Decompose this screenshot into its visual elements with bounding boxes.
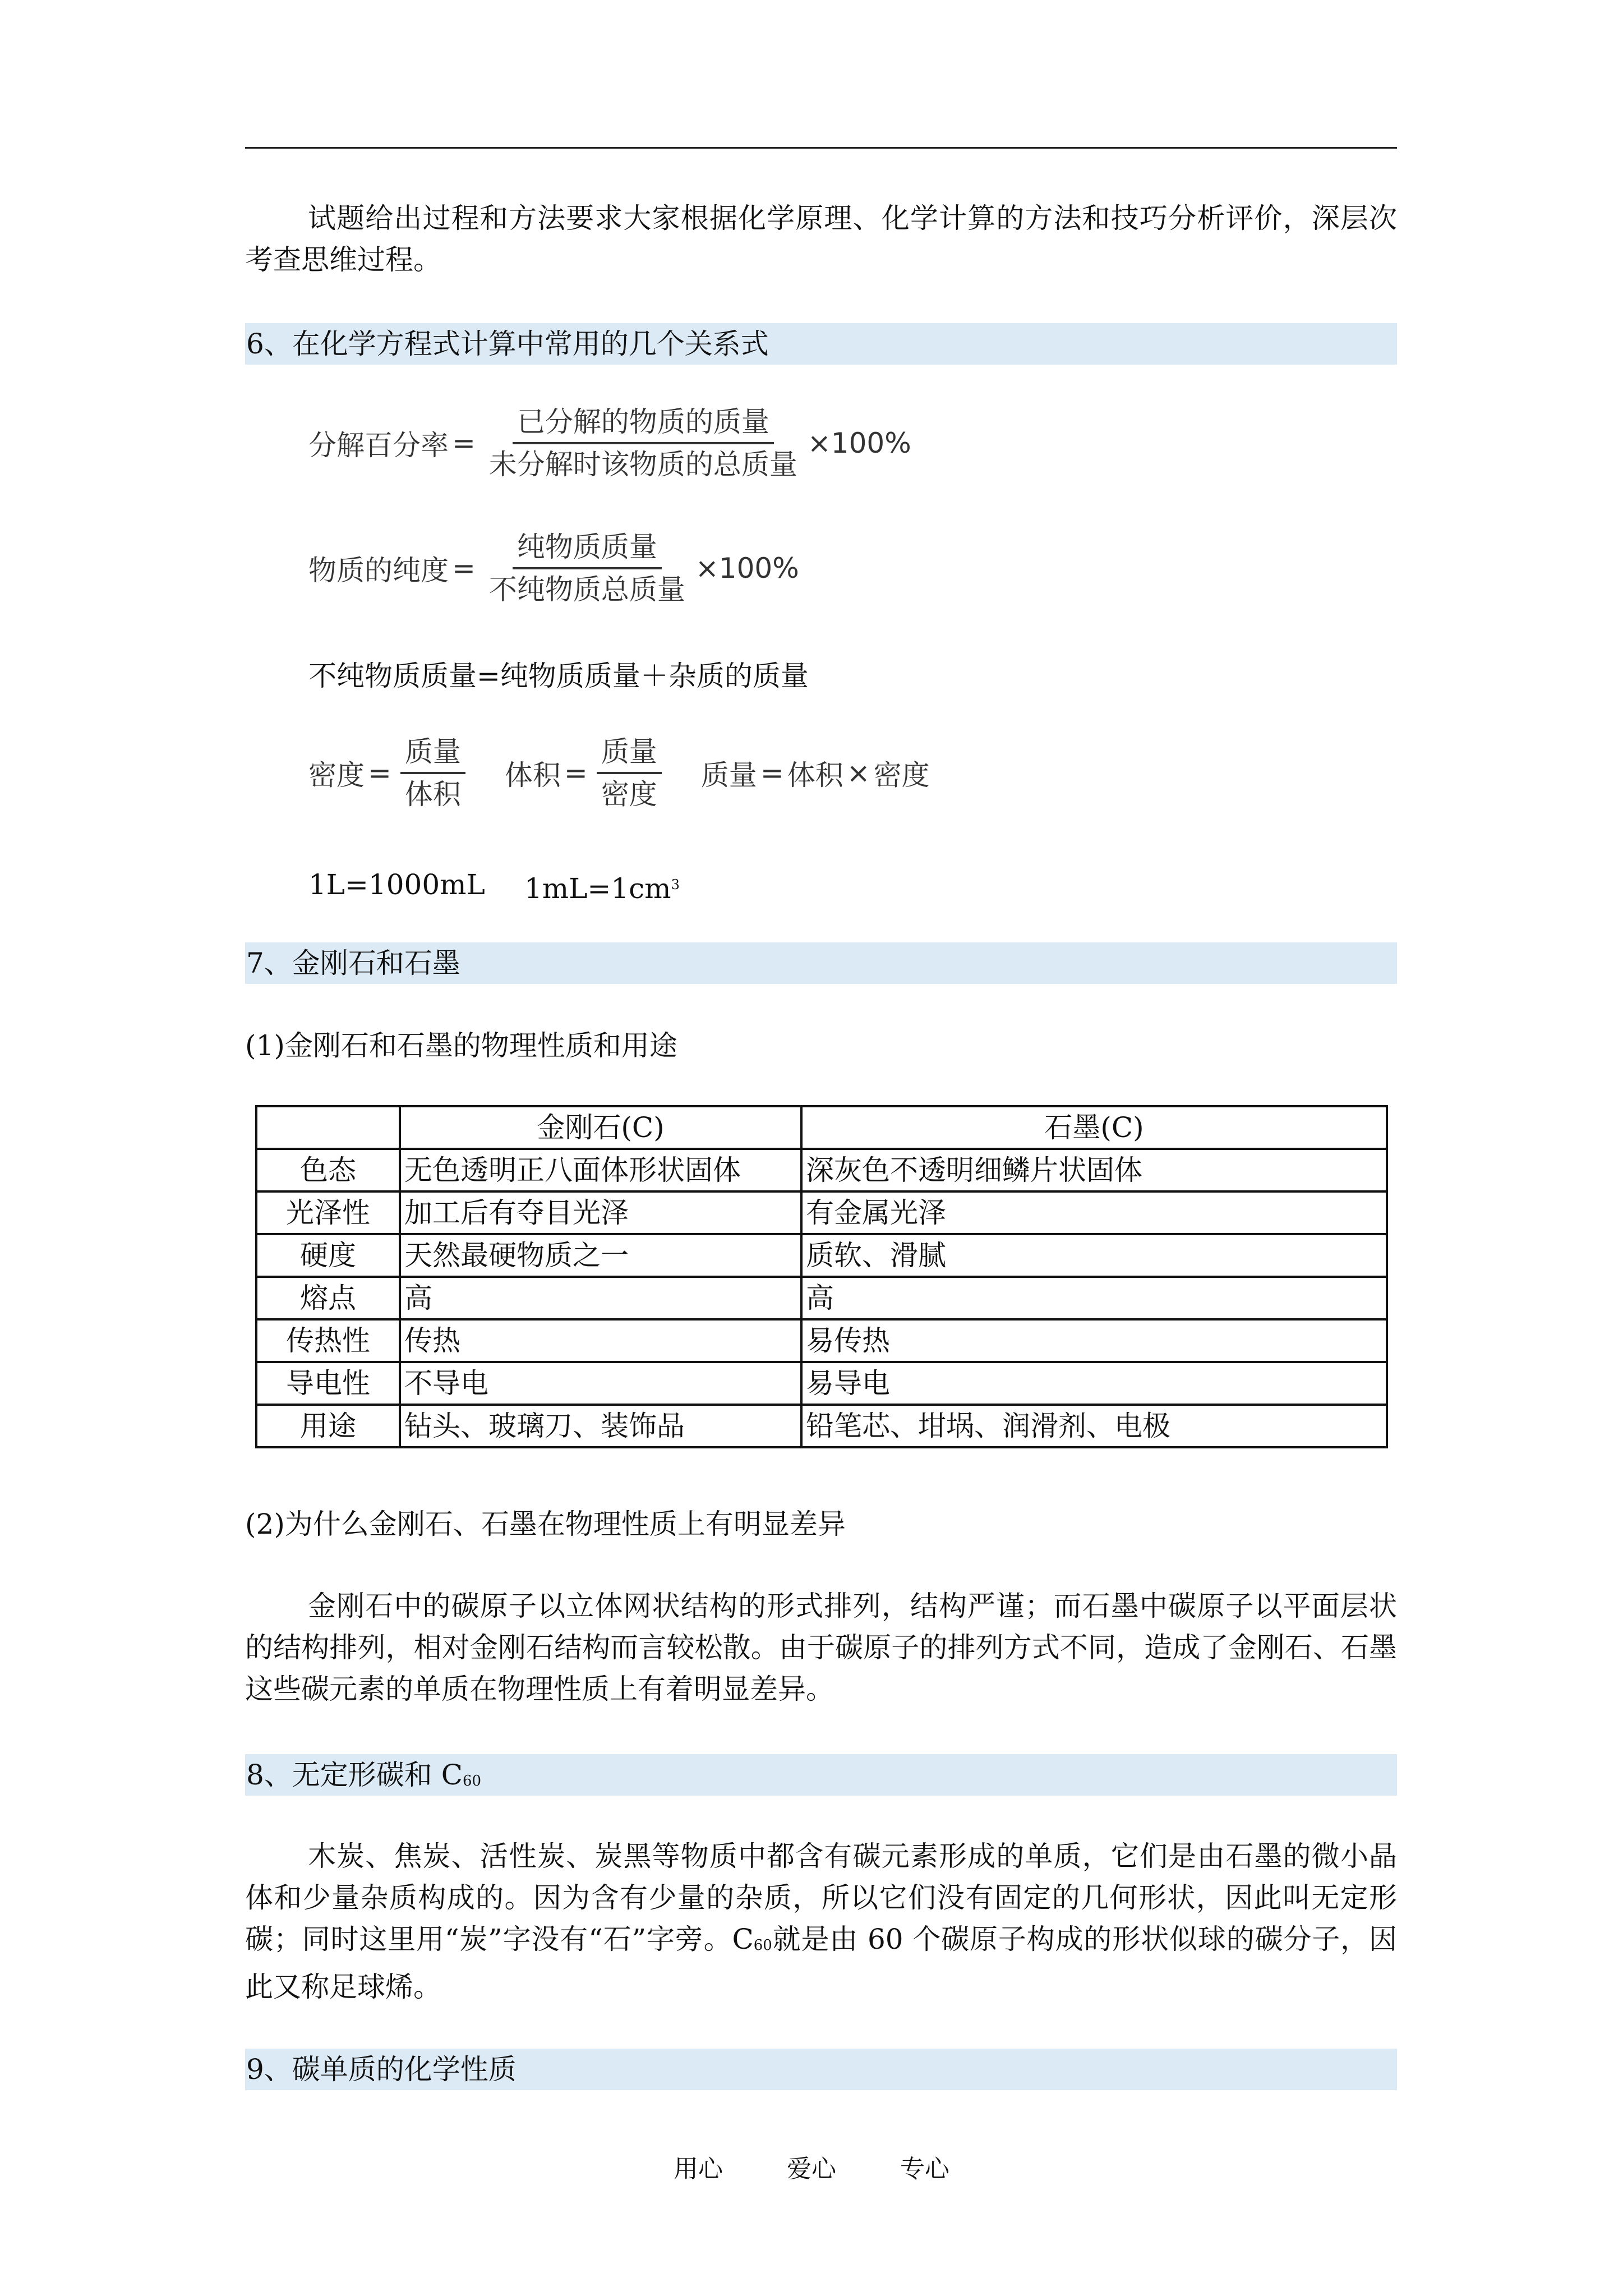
table-cell: 高 <box>801 1277 1387 1319</box>
table-cell: 深灰色不透明细鳞片状固体 <box>801 1149 1387 1191</box>
formula1-numerator: 已分解的物质的质量 <box>513 405 774 444</box>
formula-decomposition-rate <box>308 405 911 481</box>
intro-paragraph: 试题给出过程和方法要求大家根据化学原理、化学计算的方法和技巧分析评价，深层次考查思维过程。 <box>245 202 1397 276</box>
table-cell: 天然最硬物质之一 <box>400 1234 801 1277</box>
density-eq: = <box>368 757 391 789</box>
diamond-graphite-table <box>255 1105 1388 1448</box>
table-cell: 加工后有夺目光泽 <box>400 1191 801 1234</box>
section-8-heading-text: 8、无定形碳和 C <box>246 1759 463 1791</box>
density-denominator: 体积 <box>404 778 461 811</box>
unit-millilitre <box>524 864 680 909</box>
section-7-subheading-2: (2)为什么金刚石、石墨在物理性质上有明显差异 <box>245 1508 846 1540</box>
mass-rhs-volume: 体积 <box>787 759 843 792</box>
section-7-heading: 7、金刚石和石墨 <box>245 942 1397 984</box>
formula2-times: ×100% <box>695 552 799 585</box>
volume-label: 体积 <box>504 759 561 792</box>
table-cell: 硬度 <box>256 1234 400 1277</box>
table-header-cell: 石墨(C) <box>801 1106 1387 1149</box>
table-header-cell <box>256 1106 400 1149</box>
section-6-heading: 6、在化学方程式计算中常用的几个关系式 <box>245 323 1397 365</box>
table-cell: 传热 <box>400 1319 801 1362</box>
mass-rhs-density: 密度 <box>873 759 930 792</box>
table-cell: 易导电 <box>801 1362 1387 1405</box>
table-header-row <box>256 1106 1387 1149</box>
table-cell: 质软、滑腻 <box>801 1234 1387 1277</box>
volume-fraction <box>597 735 662 811</box>
formula1-lhs: 分解百分率 <box>308 429 449 462</box>
table-header-cell: 金刚石(C) <box>400 1106 801 1149</box>
table-row <box>256 1405 1387 1447</box>
section-8-paragraph-subscript: 60 <box>753 1937 772 1954</box>
formula-density-volume-mass <box>308 735 930 811</box>
impure-mass-relation: 不纯物质质量=纯物质质量＋杂质的质量 <box>308 660 809 692</box>
formula2-numerator: 纯物质质量 <box>513 530 662 569</box>
table-cell: 铅笔芯、坩埚、润滑剂、电极 <box>801 1405 1387 1447</box>
table-cell: 光泽性 <box>256 1191 400 1234</box>
density-numerator: 质量 <box>400 735 465 774</box>
table-cell: 钻头、玻璃刀、装饰品 <box>400 1405 801 1447</box>
table-cell: 不导电 <box>400 1362 801 1405</box>
section-9-heading: 9、碳单质的化学性质 <box>245 2049 1397 2090</box>
formula2-lhs: 物质的纯度 <box>308 554 449 587</box>
table-cell: 易传热 <box>801 1319 1387 1362</box>
formula1-eq: = <box>452 427 476 459</box>
section-8-paragraph-part1: 木炭、焦炭、活性炭、炭黑等物质中都含有碳元素形成的单质，它们是由石墨的微小晶体和少量杂质构成的。因为含有少量的杂质，所以它们没有固定的几何形状，因此叫无定形碳；同时这里用“炭”字没有“石”字旁。C <box>245 1840 1397 1955</box>
header-rule <box>245 147 1397 149</box>
unit-millilitre-main: 1mL=1cm <box>524 872 671 905</box>
unit-litre: 1L=1000mL <box>308 868 485 901</box>
table-cell: 有金属光泽 <box>801 1191 1387 1234</box>
table-cell: 高 <box>400 1277 801 1319</box>
table-row <box>256 1149 1387 1191</box>
section-8-heading <box>245 1754 1397 1796</box>
volume-numerator: 质量 <box>597 735 662 774</box>
formula1-times: ×100% <box>807 427 911 459</box>
table-cell: 传热性 <box>256 1319 400 1362</box>
table-cell: 熔点 <box>256 1277 400 1319</box>
volume-eq: = <box>564 757 588 789</box>
section-8-paragraph-part2: 就是由 60 个碳原子构成的形状似球的碳分子，因此又称足球烯。 <box>245 1923 1397 2003</box>
footer-text-1: 用心 <box>674 2155 723 2183</box>
section-7-paragraph: 金刚石中的碳原子以立体网状结构的形式排列，结构严谨；而石墨中碳原子以平面层状的结构排列，相对金刚石结构而言较松散。由于碳原子的排列方式不同，造成了金刚石、石墨这些碳元素的单质在物理性质上有着明显差异。 <box>245 1590 1397 1705</box>
mass-times: × <box>846 757 870 789</box>
section-8-heading-subscript: 60 <box>462 1773 482 1789</box>
table-cell: 无色透明正八面体形状固体 <box>400 1149 801 1191</box>
unit-cube-superscript: 3 <box>671 877 680 892</box>
density-fraction <box>400 735 465 811</box>
table-row <box>256 1319 1387 1362</box>
mass-label: 质量 <box>700 759 757 792</box>
section-7-subheading-1: (1)金刚石和石墨的物理性质和用途 <box>245 1029 677 1062</box>
formula2-eq: = <box>452 552 476 585</box>
volume-denominator: 密度 <box>601 778 657 811</box>
table-row <box>256 1277 1387 1319</box>
table-row <box>256 1362 1387 1405</box>
density-label: 密度 <box>308 759 365 792</box>
formula2-denominator: 不纯物质总质量 <box>488 573 685 606</box>
footer-text-3: 专心 <box>900 2155 949 2183</box>
mass-eq: = <box>760 757 784 789</box>
table-cell: 色态 <box>256 1149 400 1191</box>
formula1-fraction <box>485 405 802 481</box>
table-row <box>256 1191 1387 1234</box>
footer-text-2: 爱心 <box>787 2155 836 2183</box>
section-8-paragraph <box>245 1835 1397 2008</box>
page-footer <box>0 2148 1623 2184</box>
formula1-denominator: 未分解时该物质的总质量 <box>488 448 797 481</box>
table-row <box>256 1234 1387 1277</box>
formula-purity <box>308 530 799 606</box>
table-cell: 用途 <box>256 1405 400 1447</box>
formula2-fraction <box>485 530 690 606</box>
table-cell: 导电性 <box>256 1362 400 1405</box>
